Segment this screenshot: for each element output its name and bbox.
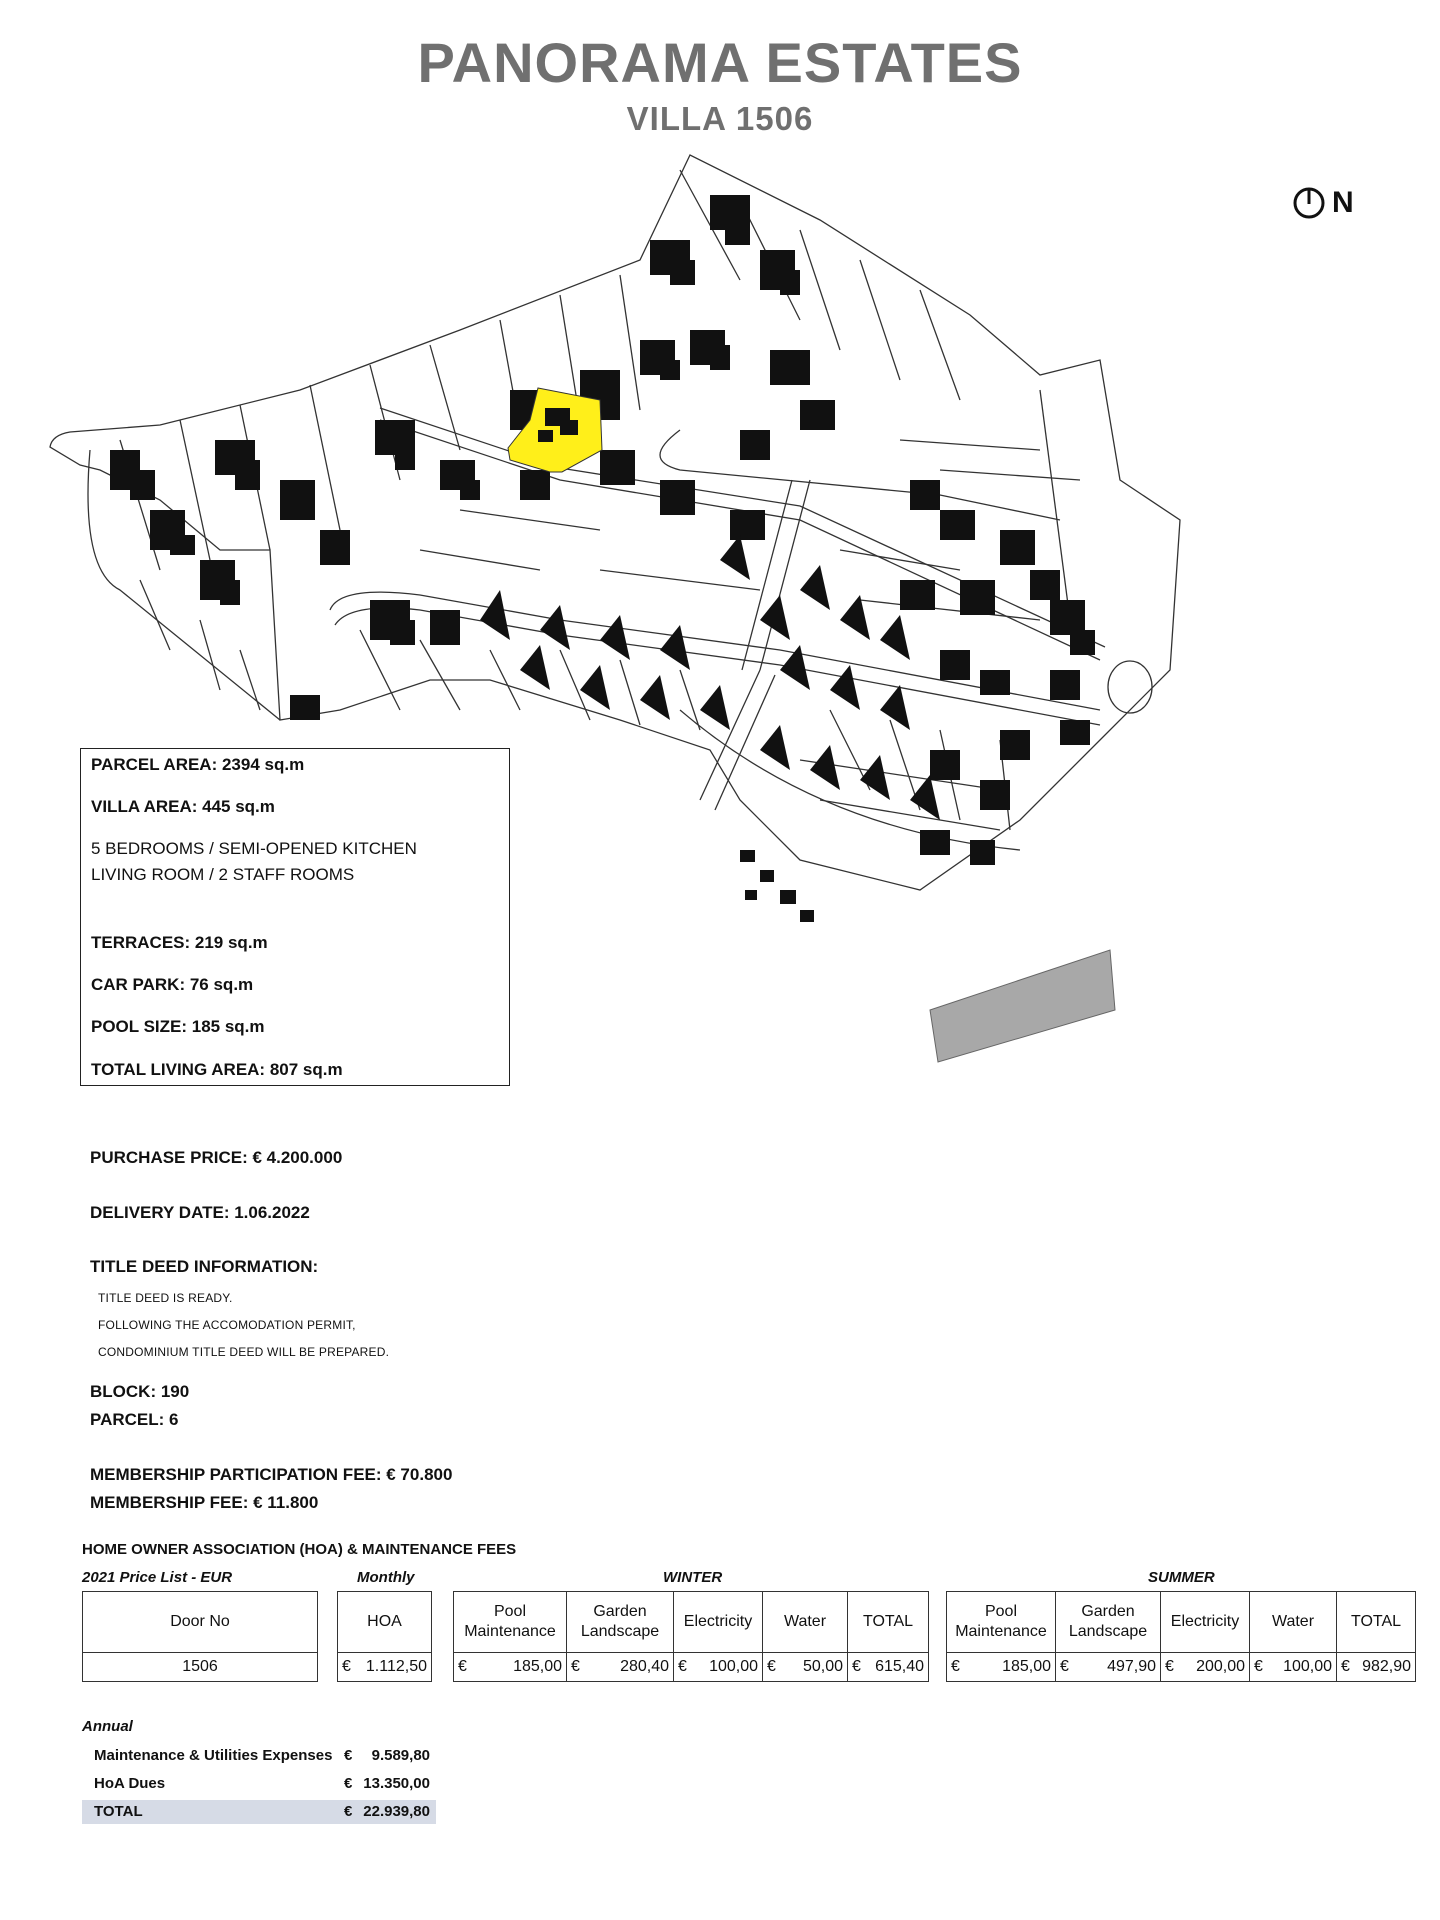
annual-row-hoa-dues: HoA Dues € 13.350,00: [94, 1775, 430, 1792]
winter-water-value: € 50,00: [763, 1653, 848, 1682]
winter-pool-value: € 185,00: [454, 1653, 567, 1682]
winter-garden-header: Garden Landscape: [567, 1592, 674, 1653]
hoa-heading: HOME OWNER ASSOCIATION (HOA) & MAINTENANCE FEES: [82, 1541, 517, 1558]
summer-caption: SUMMER: [1148, 1569, 1215, 1586]
page-subtitle: VILLA 1506: [626, 100, 814, 137]
parking-area: [930, 950, 1115, 1062]
winter-caption: WINTER: [663, 1569, 723, 1586]
winter-pool-header: Pool Maintenance: [454, 1592, 567, 1653]
road-diag: [700, 670, 760, 800]
summer-total-header: TOTAL: [1337, 1592, 1416, 1653]
summer-water-value: € 100,00: [1250, 1653, 1337, 1682]
price-list-caption: 2021 Price List - EUR: [82, 1569, 233, 1586]
door-header: Door No: [83, 1592, 318, 1653]
door-table: [82, 1591, 318, 1682]
winter-electricity-header: Electricity: [674, 1592, 763, 1653]
winter-garden-value: € 280,40: [567, 1653, 674, 1682]
hoa-value: 1.112,50: [365, 1658, 427, 1675]
hoa-value-cell: [338, 1653, 432, 1682]
villa-area: VILLA AREA: 445 sq.m: [91, 797, 275, 816]
winter-total-value: € 615,40: [848, 1653, 929, 1682]
north-label: N: [1332, 186, 1354, 219]
title-deed-line-1: TITLE DEED IS READY.: [98, 1291, 233, 1305]
north-indicator: [1292, 186, 1354, 220]
rooms-line-1: 5 BEDROOMS / SEMI-OPENED KITCHEN: [91, 839, 417, 858]
monthly-caption: Monthly: [357, 1569, 415, 1586]
winter-water-header: Water: [763, 1592, 848, 1653]
annual-label: Annual: [82, 1718, 133, 1735]
door-value: 1506: [83, 1653, 318, 1682]
summer-electricity-value: € 200,00: [1161, 1653, 1250, 1682]
summer-pool-header: Pool Maintenance: [947, 1592, 1056, 1653]
summer-garden-value: € 497,90: [1056, 1653, 1161, 1682]
summer-garden-header: Garden Landscape: [1056, 1592, 1161, 1653]
annual-row-maintenance: Maintenance & Utilities Expenses € 9.589,80: [94, 1747, 430, 1764]
parcel-area: PARCEL AREA: 2394 sq.m: [91, 755, 305, 774]
road-south: [680, 710, 1020, 850]
rooms-line-2: LIVING ROOM / 2 STAFF ROOMS: [91, 865, 355, 884]
block-number: BLOCK: 190: [90, 1382, 190, 1401]
summer-pool-value: € 185,00: [947, 1653, 1056, 1682]
property-info-box: [80, 748, 510, 1086]
cul-de-sac: [1108, 661, 1152, 713]
winter-table: [453, 1591, 929, 1682]
title-deed-heading: TITLE DEED INFORMATION:: [90, 1257, 319, 1276]
winter-electricity-value: € 100,00: [674, 1653, 763, 1682]
pool-size: POOL SIZE: 185 sq.m: [91, 1017, 265, 1036]
delivery-date: DELIVERY DATE: 1.06.2022: [90, 1203, 310, 1222]
title-deed-line-3: CONDOMINIUM TITLE DEED WILL BE PREPARED.: [98, 1345, 390, 1359]
summer-total-value: € 982,90: [1337, 1653, 1416, 1682]
title-deed-line-2: FOLLOWING THE ACCOMODATION PERMIT,: [98, 1318, 356, 1332]
summer-water-header: Water: [1250, 1592, 1337, 1653]
purchase-price: PURCHASE PRICE: € 4.200.000: [90, 1148, 343, 1167]
hoa-table: [337, 1591, 432, 1682]
total-living-area: TOTAL LIVING AREA: 807 sq.m: [91, 1060, 343, 1079]
compass-icon: [1292, 186, 1326, 220]
annual-row-total: TOTAL € 22.939,80: [82, 1800, 436, 1824]
hoa-header: HOA: [338, 1592, 432, 1653]
road-left: [88, 450, 280, 720]
summer-table: [946, 1591, 1416, 1682]
membership-participation-fee: MEMBERSHIP PARTICIPATION FEE: € 70.800: [90, 1465, 453, 1484]
summer-electricity-header: Electricity: [1161, 1592, 1250, 1653]
terraces-area: TERRACES: 219 sq.m: [91, 933, 268, 952]
car-park-area: CAR PARK: 76 sq.m: [91, 975, 254, 994]
winter-total-header: TOTAL: [848, 1592, 929, 1653]
membership-fee: MEMBERSHIP FEE: € 11.800: [90, 1493, 319, 1512]
parcel-number: PARCEL: 6: [90, 1410, 179, 1429]
page-title: PANORAMA ESTATES: [417, 31, 1023, 94]
currency-symbol: €: [342, 1658, 351, 1675]
